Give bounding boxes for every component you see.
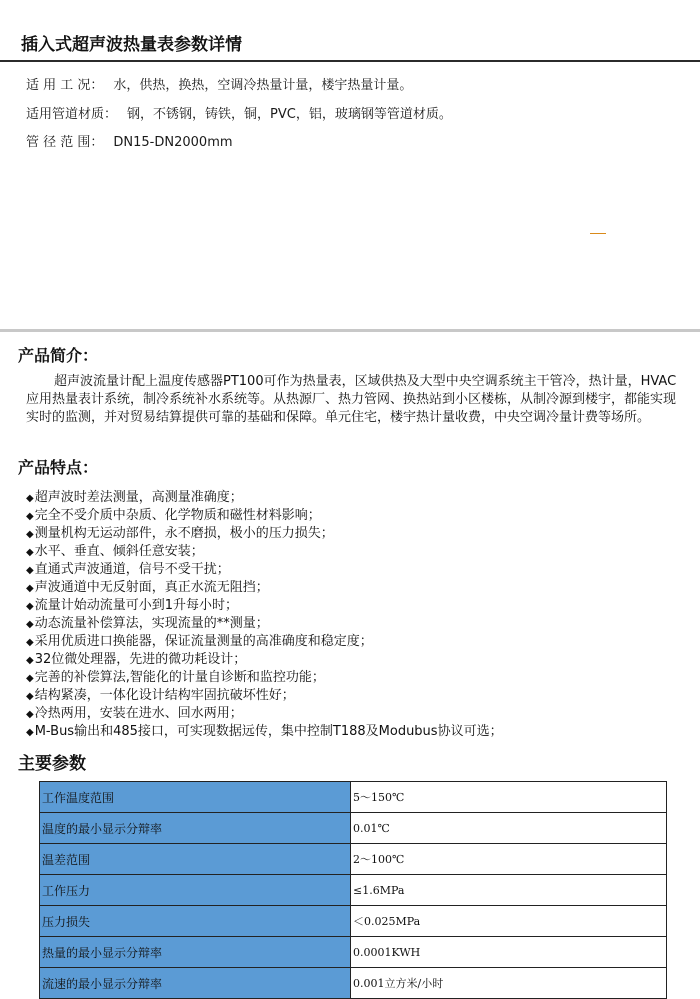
table-row	[40, 875, 667, 906]
feature-item: ◆完善的补偿算法,智能化的计量自诊断和监控功能；	[26, 670, 325, 685]
bullet-icon: ◆	[26, 583, 34, 594]
features-list	[26, 489, 503, 741]
bullet-icon: ◆	[26, 673, 34, 684]
param-key: 温度的最小显示分辩率	[40, 813, 351, 844]
feature-item: ◆声波通道中无反射面，真正水流无阻挡；	[26, 580, 269, 595]
param-key: 工作压力	[40, 875, 351, 906]
bullet-icon: ◆	[26, 655, 34, 666]
spec-value: DN15-DN2000mm	[113, 135, 233, 150]
section-divider	[0, 329, 700, 332]
param-value: 0.0001KWH	[351, 937, 667, 968]
bullet-icon: ◆	[26, 511, 34, 522]
param-value: ≤1.6MPa	[351, 875, 667, 906]
table-row	[40, 968, 667, 999]
feature-item: ◆结构紧凑，一体化设计结构牢固抗破坏性好；	[26, 688, 295, 703]
bullet-icon: ◆	[26, 529, 34, 540]
feature-item: ◆水平、垂直、倾斜任意安装；	[26, 544, 204, 559]
spec-row-diameter	[26, 131, 233, 150]
params-heading: 主要参数	[18, 754, 86, 774]
spec-label: 管 径 范 围：	[26, 135, 104, 150]
param-value: ＜0.025MPa	[351, 906, 667, 937]
param-key: 压力损失	[40, 906, 351, 937]
page-title: 插入式超声波热量表参数详情	[21, 35, 242, 55]
spec-label: 适 用 工 况：	[26, 78, 104, 93]
param-value: 2～100℃	[351, 844, 667, 875]
bullet-icon: ◆	[26, 565, 34, 576]
intro-heading: 产品简介：	[18, 346, 99, 365]
table-row	[40, 813, 667, 844]
bullet-icon: ◆	[26, 691, 34, 702]
bullet-icon: ◆	[26, 493, 34, 504]
features-heading: 产品特点：	[18, 458, 99, 477]
spec-value: 水，供热，换热，空调冷热量计量，楼宇热量计量。	[113, 78, 413, 93]
bullet-icon: ◆	[26, 637, 34, 648]
param-key: 工作温度范围	[40, 782, 351, 813]
feature-item: ◆流量计始动流量可小到1升每小时；	[26, 598, 238, 613]
spec-value: 钢，不锈钢，铸铁，铜，PVC，铝，玻璃钢等管道材质。	[127, 107, 452, 122]
decorative-mark	[590, 233, 606, 234]
param-value: 5～150℃	[351, 782, 667, 813]
feature-item: ◆测量机构无运动部件，永不磨损，极小的压力损失；	[26, 526, 334, 541]
params-table	[39, 781, 667, 999]
bullet-icon: ◆	[26, 619, 34, 630]
feature-item: ◆超声波时差法测量，高测量准确度；	[26, 490, 243, 505]
table-row	[40, 782, 667, 813]
spec-label: 适用管道材质：	[26, 107, 118, 122]
table-row	[40, 844, 667, 875]
bullet-icon: ◆	[26, 547, 34, 558]
bullet-icon: ◆	[26, 727, 34, 738]
feature-item: ◆M-Bus输出和485接口，可实现数据远传，集中控制T188及Modubus协议可选；	[26, 724, 503, 739]
feature-item: ◆冷热两用，安装在进水、回水两用；	[26, 706, 243, 721]
feature-item: ◆动态流量补偿算法，实现流量的**测量；	[26, 616, 269, 631]
bullet-icon: ◆	[26, 709, 34, 720]
param-value: 0.001立方米/小时	[351, 968, 667, 999]
spec-row-materials	[26, 103, 452, 122]
feature-item: ◆32位微处理器，先进的微功耗设计；	[26, 652, 247, 667]
bullet-icon: ◆	[26, 601, 34, 612]
table-row	[40, 937, 667, 968]
spec-row-conditions	[26, 74, 412, 93]
table-row	[40, 906, 667, 937]
param-value: 0.01℃	[351, 813, 667, 844]
feature-item: ◆直通式声波通道，信号不受干扰；	[26, 562, 230, 577]
feature-item: ◆完全不受介质中杂质、化学物质和磁性材料影响；	[26, 508, 321, 523]
intro-text: 超声波流量计配上温度传感器PT100可作为热量表，区域供热及大型中央空调系统主干管冷，热计量，HVAC应用热量表计系统，制冷系统补水系统等。从热源厂、热力管网、换热站到小区楼栋，从制冷源到楼宇，都能实现实时的监测，并对贸易结算提供可靠的基础和保障。单元住宅，楼宇热计量收费，中央空调冷量计费等场所。	[26, 374, 677, 425]
param-key: 流速的最小显示分辩率	[40, 968, 351, 999]
feature-item: ◆采用优质进口换能器，保证流量测量的高准确度和稳定度；	[26, 634, 373, 649]
param-key: 温差范围	[40, 844, 351, 875]
param-key: 热量的最小显示分辩率	[40, 937, 351, 968]
details-header	[0, 28, 700, 62]
